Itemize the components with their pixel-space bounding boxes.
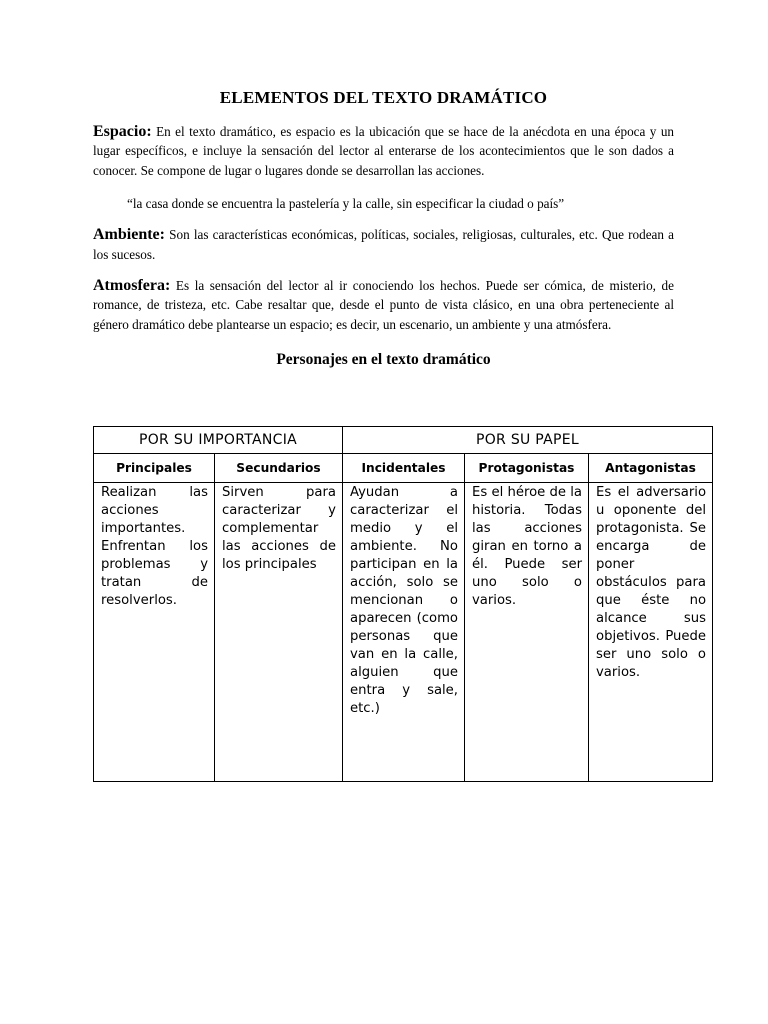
cell-incidentales (343, 483, 465, 782)
cell-antagonistas (589, 483, 713, 782)
column-header-protagonistas: Protagonistas (465, 454, 589, 483)
column-header-antagonistas: Antagonistas (589, 454, 713, 483)
table-title: Personajes en el texto dramático (276, 351, 491, 369)
espacio-paragraph (93, 122, 674, 180)
cell-principales-text: Realizan las acciones importantes. Enfrentan los problemas y tratan de resolverlos. (101, 485, 208, 608)
group-header-importancia: POR SU IMPORTANCIA (94, 427, 343, 454)
espacio-term: Espacio: (93, 123, 152, 140)
document-title: ELEMENTOS DEL TEXTO DRAMÁTICO (219, 88, 548, 107)
atmosfera-text: Es la sensación del lector al ir conociendo los hechos. Puede ser cómica, de misterio, de romance, de tristeza, etc. Cabe resaltar que, desde el punto de vista clásico, en una obra perteneciente al género dramático debe plantearse un espacio; es decir, un escenario, un ambiente y una atmósfera. (93, 278, 674, 332)
cell-secundarios (215, 483, 343, 782)
column-header-row (94, 454, 713, 483)
cell-secundarios-text: Sirven para caracterizar y complementar las acciones de los principales (222, 485, 336, 572)
group-header-papel: POR SU PAPEL (343, 427, 713, 454)
ambiente-term: Ambiente: (93, 226, 165, 244)
column-header-secundarios: Secundarios (215, 454, 343, 483)
ambiente-paragraph (93, 225, 674, 264)
atmosfera-paragraph (93, 276, 674, 334)
cell-principales (94, 483, 215, 782)
characters-table (93, 426, 713, 782)
ambiente-text: Son las características económicas, políticas, sociales, religiosas, culturales, etc. Que rodean a los sucesos. (93, 227, 674, 262)
atmosfera-term: Atmosfera: (93, 277, 171, 295)
cell-protagonistas (465, 483, 589, 782)
espacio-example-quote: “la casa donde se encuentra la pastelería y la calle, sin especificar la ciudad o país” (127, 196, 565, 212)
cell-incidentales-text: Ayudan a caracterizar el medio y el ambiente. No participan en la acción, solo se mencionan o aparecen (como personas que van en la calle, alguien que entra y sale, etc.) (350, 485, 458, 716)
table-row (94, 483, 713, 782)
document-page (93, 88, 674, 377)
espacio-text: En el texto dramático, es espacio es la ubicación que se hace de la anécdota en una época y un lugar específicos, e incluye la sensación del lector al enterarse de los acontecimientos que le son dados a conocer. Se compone de lugar o lugares donde se desarrollan las acciones. (93, 124, 675, 178)
column-header-principales: Principales (94, 454, 215, 483)
cell-protagonistas-text: Es el héroe de la historia. Todas las acciones giran en torno a él. Puede ser uno solo o varios. (472, 485, 582, 608)
column-header-incidentales: Incidentales (343, 454, 465, 483)
cell-antagonistas-text: Es el adversario u oponente del protagonista. Se encarga de poner obstáculos para que éste no alcance sus objetivos. Puede ser uno solo o varios. (596, 485, 707, 680)
group-header-row (94, 427, 713, 454)
